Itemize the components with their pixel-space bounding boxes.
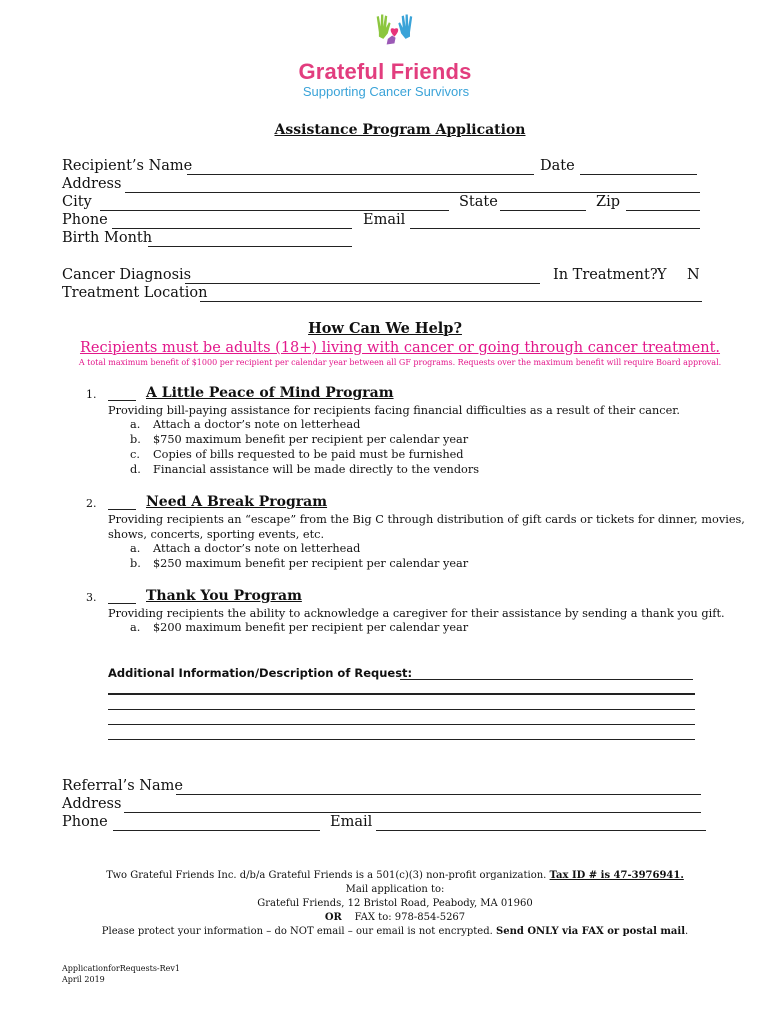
footer-line-3: Grateful Friends, 12 Bristol Road, Peabody, MA 01960 [257, 898, 533, 909]
program-2-description: Providing recipients an “escape” from the Big C through distribution of gift cards or tickets for dinner, movies, [108, 513, 745, 526]
city-label: City [62, 194, 92, 210]
referral-phone-label: Phone [62, 814, 108, 830]
in-treatment-no[interactable]: N [687, 267, 700, 283]
list-item: $250 maximum benefit per recipient per calendar year [153, 557, 469, 570]
additional-info-line[interactable] [108, 709, 695, 710]
city-field[interactable] [100, 210, 449, 211]
referral-email-label: Email [330, 814, 373, 830]
footer-privacy-text: Please protect your information – do NOT email – our email is not encrypted. [101, 926, 493, 937]
list-item-marker: b. [130, 433, 141, 446]
phone-label: Phone [62, 212, 108, 228]
footer-line-1 [0, 870, 770, 881]
referral-phone-field[interactable] [113, 830, 320, 831]
doc-date: April 2019 [62, 975, 105, 984]
referral-email-field[interactable] [376, 830, 706, 831]
footer-tax-id: Tax ID # is 47-3976941. [549, 870, 684, 881]
list-item: Financial assistance will be made directly to the vendors [153, 463, 480, 476]
program-3-description: Providing recipients the ability to acknowledge a caregiver for their assistance by sending a thank you gift. [108, 607, 725, 620]
list-item: Copies of bills requested to be paid must be furnished [153, 448, 464, 461]
list-item: Attach a doctor’s note on letterhead [153, 542, 361, 555]
zip-field[interactable] [626, 210, 700, 211]
birth-month-field[interactable] [148, 246, 352, 247]
program-1-name: A Little Peace of Mind Program [146, 385, 394, 401]
doc-id: ApplicationforRequests-Rev1 [62, 964, 180, 973]
treatment-location-label: Treatment Location [62, 285, 208, 301]
hands-heart-logo-icon [300, 10, 500, 60]
brand-tagline: Supporting Cancer Survivors [302, 84, 470, 99]
in-treatment-label: In Treatment? [553, 267, 658, 283]
list-item-marker: c. [130, 448, 140, 461]
address-label: Address [62, 176, 122, 192]
additional-info-line[interactable] [108, 693, 695, 695]
footer-org-text: Two Grateful Friends Inc. d/b/a Grateful Friends is a 501(c)(3) non-profit organization. [106, 870, 547, 881]
program-number: 2. [86, 497, 97, 510]
footer-send-only: Send ONLY via FAX or postal mail [495, 926, 686, 937]
brand-name: Grateful Friends [298, 59, 472, 84]
list-item-marker: a. [130, 621, 141, 634]
email-label: Email [363, 212, 406, 228]
recipient-name-label: Recipient’s Name [62, 158, 193, 174]
help-subtitle: Recipients must be adults (18+) living with cancer or going through cancer treatment. [79, 340, 721, 356]
zip-label: Zip [596, 194, 620, 210]
list-item-marker: a. [130, 418, 141, 431]
cancer-diagnosis-label: Cancer Diagnosis [62, 267, 192, 283]
program-3-name: Thank You Program [146, 588, 302, 604]
footer-line-2: Mail application to: [345, 884, 445, 895]
footer-line-4 [0, 912, 770, 923]
date-field[interactable] [580, 174, 697, 175]
form-title: Assistance Program Application [274, 122, 526, 138]
program-1-description: Providing bill-paying assistance for recipients facing financial difficulties as a result of their cancer. [108, 404, 681, 417]
program-2-description-cont: shows, concerts, sporting events, etc. [108, 528, 325, 541]
state-field[interactable] [500, 210, 586, 211]
referral-address-label: Address [62, 796, 122, 812]
list-item: Attach a doctor’s note on letterhead [153, 418, 361, 431]
state-label: State [459, 194, 498, 210]
list-item-marker: b. [130, 557, 141, 570]
program-3-checkbox[interactable] [108, 603, 136, 604]
email-field[interactable] [410, 228, 700, 229]
list-item: $200 maximum benefit per recipient per calendar year [153, 621, 469, 634]
referral-name-label: Referral’s Name [62, 778, 183, 794]
additional-info-field[interactable] [400, 679, 693, 680]
phone-field[interactable] [112, 228, 352, 229]
cancer-diagnosis-field[interactable] [185, 283, 540, 284]
recipient-name-field[interactable] [187, 174, 534, 175]
date-label: Date [540, 158, 575, 174]
list-item: $750 maximum benefit per recipient per calendar year [153, 433, 469, 446]
list-item-marker: a. [130, 542, 141, 555]
program-number: 3. [86, 591, 97, 604]
treatment-location-field[interactable] [200, 301, 702, 302]
referral-name-field[interactable] [176, 794, 701, 795]
footer-or: OR [324, 912, 342, 923]
footer-line-5: Please protect your information – do NOT email – our email is not encrypted. Send ONLY via FAX or postal mail. [101, 926, 689, 937]
address-field[interactable] [125, 192, 700, 193]
additional-info-line[interactable] [108, 724, 695, 725]
birth-month-label: Birth Month [62, 230, 153, 246]
footer-fax: FAX to: 978-854-5267 [354, 912, 466, 923]
referral-address-field[interactable] [124, 812, 701, 813]
additional-info-line[interactable] [108, 739, 695, 740]
help-note: A total maximum benefit of $1000 per recipient per calendar year between all GF programs. Requests over the maximum benefit will require Board approval. [78, 358, 722, 367]
additional-info-label: Additional Information/Description of Request: [108, 666, 413, 680]
program-number: 1. [86, 388, 97, 401]
in-treatment-yes[interactable]: Y [657, 267, 667, 283]
list-item-marker: d. [130, 463, 141, 476]
program-2-checkbox[interactable] [108, 509, 136, 510]
program-2-name: Need A Break Program [146, 494, 328, 510]
program-1-checkbox[interactable] [108, 400, 136, 401]
help-title: How Can We Help? [308, 320, 462, 337]
